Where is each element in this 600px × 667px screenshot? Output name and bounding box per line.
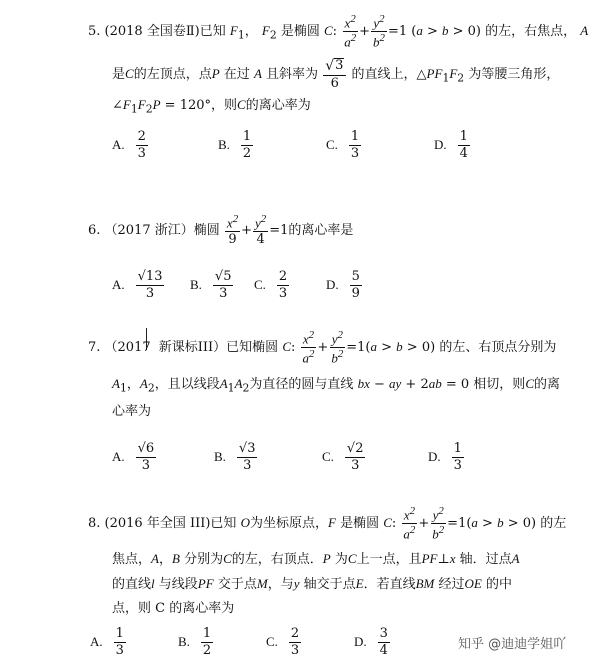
q6-ellipse-y-frac: $\frac{y^2}{4}$ (255, 213, 267, 247)
q7-ellipse-x-frac: $\frac{x^2}{a^2}$ (302, 329, 315, 366)
q7-option-d[interactable]: D. $\frac{1}{3}$ (428, 441, 462, 473)
q7-line3: 心率为 (112, 404, 152, 419)
q8-ellipse-y-frac: $\frac{y^2}{b^2}$ (432, 505, 445, 542)
q5-option-a[interactable]: A. $\frac{2}{3}$ (112, 129, 146, 161)
q7-option-c[interactable]: C. $\frac{√2}{3}$ (322, 441, 364, 473)
q8-line1: 8. (2016 年全国 III)已知 O为坐标原点，F 是椭圆 C: $\frac{x^2}{a^2}$ + $\frac{y^2}{b^2}$ =1(a > b > 0) 的左 (88, 505, 567, 542)
q8-ellipse-x-frac: $\frac{x^2}{a^2}$ (403, 505, 416, 542)
q8-line3: 的直线l 与线段PF 交于点M，与y 轴交于点E．若直线BM 经过OE 的中 (112, 576, 513, 592)
q5-line1: 5. (2018 全国卷Ⅱ)已知 $F_1$， $F_2$ 是椭圆 C: $\frac{x^2}{a^2}$ + $\frac{y^2}{b^2}$ =1 (a > b > 0) 的左，右焦点， A (88, 13, 589, 50)
q8-option-c[interactable]: C. $\frac{2}{3}$ (266, 626, 300, 658)
q5-ellipse-y-frac: $\frac{y^2}{b^2}$ (373, 13, 385, 50)
watermark: 知乎 @迪迪学姐吖 (458, 637, 567, 652)
q7-ellipse-y-frac: $\frac{y^2}{b^2}$ (331, 329, 344, 366)
q6-ellipse-x-frac: $\frac{x^2}{9}$ (226, 213, 239, 247)
q7-line2: $A_1$，$A_2$，且以线段$A_1A_2$为直径的圆与直线 bx − ay + 2ab = 0 相切，则C的离 (112, 376, 560, 395)
q5-slope-frac: √ 3 6 (323, 58, 346, 91)
q5-option-b[interactable]: B. $\frac{1}{2}$ (218, 129, 252, 161)
q5-option-d[interactable]: D. $\frac{1}{4}$ (434, 129, 468, 161)
q6-option-b[interactable]: B. $\frac{√5}{3}$ (190, 269, 232, 301)
q8-option-a[interactable]: A. $\frac{1}{3}$ (90, 626, 124, 658)
q8-option-d[interactable]: D. $\frac{3}{4}$ (354, 626, 388, 658)
q6-option-a[interactable]: A. $\frac{√13}{3}$ (112, 269, 163, 301)
q7-option-b[interactable]: B. $\frac{√3}{3}$ (214, 441, 256, 473)
q8-line4: 点，则 C 的离心率为 (112, 601, 235, 616)
q6-option-d[interactable]: D. $\frac{5}{9}$ (326, 269, 360, 301)
q6-option-c[interactable]: C. $\frac{2}{3}$ (254, 269, 288, 301)
q8-option-b[interactable]: B. $\frac{1}{2}$ (178, 626, 212, 658)
q8-line2: 焦点，A，B 分别为C的左，右顶点．P 为C上一点，且PF⊥x 轴．过点A (112, 551, 520, 567)
q7-line1: 7. （2017 新课标III）已知椭圆 C: $\frac{x^2}{a^2}$ + $\frac{y^2}{b^2}$ =1(a > b > 0) 的左、右顶点分别为 (88, 329, 557, 366)
q5-ellipse-x-frac: $\frac{x^2}{a^2}$ (344, 13, 357, 50)
q5-line3: $\angle F_1F_2P = 120^\circ$，则C的离心率为 (112, 97, 311, 116)
q7-option-a[interactable]: A. $\frac{√6}{3}$ (112, 441, 155, 473)
q5-line2: 是C的左顶点，点P 在过 A 且斜率为 √ 3 6 的直线上，$\triangle PF_1F_2$ 为等腰三角形， (112, 58, 560, 91)
q6-line1: 6. （2017 浙江）椭圆 $\frac{x^2}{9}$ + $\frac{y^2}{4}$ =1的离心率是 (88, 213, 354, 247)
q5-option-c[interactable]: C. $\frac{1}{3}$ (326, 129, 360, 161)
